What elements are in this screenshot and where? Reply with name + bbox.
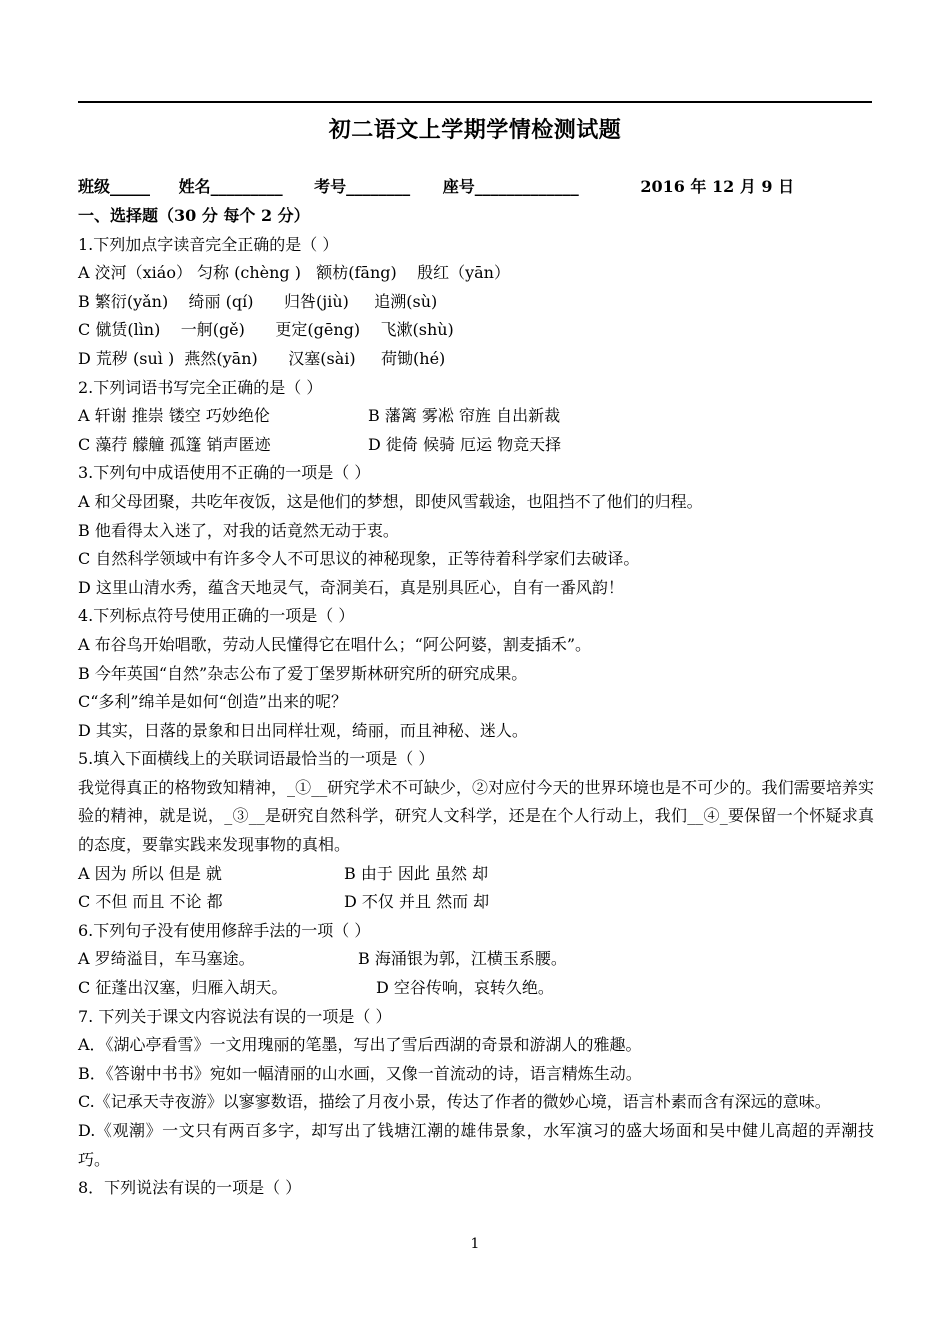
question-4-option-a: A 布谷鸟开始唱歌，劳动人民懂得它在唱什么；“阿公阿婆，割麦插禾”。 [78,634,592,654]
question-5-options-ab [78,860,874,889]
question-5-passage: 我觉得真正的格物致知精神，_①__研究学术不可缺少，②对应付今天的世界环境也是不可少的。我们需要培养实验的精神，就是说，_③__是研究自然科学，研究人文科学，还是在个人行动上，我们__④_要保留一个怀疑求真的态度，要靠实践来发现事物的真相。 [78,777,874,855]
header-rule [78,101,872,103]
question-5-option-a: A 因为 所以 但是 就 [78,863,222,883]
student-info-row [78,174,878,197]
question-2-option-c: C 藻荇 艨艟 孤篷 销声匿迹 [78,434,271,454]
question-5-option-b: B 由于 因此 虽然 却 [344,863,489,883]
question-1-option-d: D 荒秽 (suì ) 燕然(yān) 汉塞(sài) 荷锄(hé) [78,348,446,368]
question-2-option-b: B 藩篱 雾凇 帘旌 自出新裁 [368,406,561,426]
page-title: 初二语文上学期学情检测试题 [328,117,622,143]
page-number: 1 [470,1236,480,1252]
question-2-stem: 2.下列词语书写完全正确的是（ ） [78,377,323,397]
question-7-option-a: A．《湖心亭看雪》一文用瑰丽的笔墨，写出了雪后西湖的奇景和游湖人的雅趣。 [78,1035,642,1055]
class-field: 班级_____ [78,177,151,196]
question-7-option-b: B．《答谢中书书》宛如一幅清丽的山水画，又像一首流动的诗，语言精炼生动。 [78,1063,642,1083]
question-3-option-b: B 他看得太入迷了，对我的话竟然无动于衷。 [78,520,399,540]
question-2-options-ab [78,402,874,431]
question-1-option-a: A 洨河（xiáo） 匀称 (chèng ) 额枋(fāng) 殷红（yān） [78,263,510,283]
question-1-stem: 1.下列加点字读音完全正确的是（ ） [78,234,339,254]
exam-number-field: 考号________ [314,177,411,196]
question-7-option-c: C.《记承天寺夜游》以寥寥数语，描绘了月夜小景，传达了作者的微妙心境，语言朴素而含有深远的意味。 [78,1092,831,1112]
question-5-option-c: C 不但 而且 不论 都 [78,892,223,912]
question-2-option-d: D 徙倚 候骑 厄运 物竞天择 [368,434,562,454]
question-3-option-a: A 和父母团聚，共吃年夜饭，这是他们的梦想，即使风雪载途，也阻挡不了他们的归程。 [78,491,703,511]
question-6-option-d: D 空谷传响，哀转久绝。 [376,978,554,998]
exam-date: 2016 年 12 月 9 日 [640,177,795,196]
question-6-stem: 6.下列句子没有使用修辞手法的一项（ ） [78,920,371,940]
question-5-options-cd [78,888,874,917]
name-field: 姓名_________ [178,177,283,196]
question-6-option-b: B 海涌银为郭，江横玉系腰。 [358,949,567,969]
question-2-options-cd [78,431,874,460]
question-3-stem: 3.下列句中成语使用不正确的一项是（ ） [78,463,371,483]
question-2-option-a: A 轩谢 推崇 镂空 巧妙绝伦 [78,406,270,426]
question-4-stem: 4.下列标点符号使用正确的一项是（ ） [78,606,355,626]
question-4-option-d: D 其实，日落的景象和日出同样壮观，绮丽，而且神秘、迷人。 [78,720,528,740]
question-5-option-d: D 不仅 并且 然而 却 [344,892,490,912]
question-7-stem: 7. 下列关于课文内容说法有误的一项是（ ） [78,1006,392,1026]
question-3-option-c: C 自然科学领域中有许多令人不可思议的神秘现象，正等待着科学家们去破译。 [78,549,640,569]
section-heading: 一、选择题（30 分 每个 2 分） [78,206,310,225]
question-3-option-d: D 这里山清水秀，蕴含天地灵气，奇洞美石，真是别具匠心，自有一番风韵！ [78,577,624,597]
question-5-stem: 5.填入下面横线上的关联词语最恰当的一项是（ ） [78,749,435,769]
question-8-stem: 8．下列说法有误的一项是（ ） [78,1178,302,1198]
question-6-options-cd [78,974,874,1003]
question-4-option-b: B 今年英国“自然”杂志公布了爱丁堡罗斯林研究所的研究成果。 [78,663,528,683]
question-7-option-d: D.《观潮》一文只有两百多字，却写出了钱塘江潮的雄伟景象，水军演习的盛大场面和吴中健儿高超的弄潮技巧。 [78,1121,874,1169]
question-6-options-ab [78,945,874,974]
seat-field: 座号_____________ [442,177,579,196]
question-6-option-c: C 征蓬出汉塞，归雁入胡天。 [78,978,288,998]
question-content [78,202,874,1203]
question-1-option-b: B 繁衍(yǎn) 绮丽 (qí) 归咎(jiù) 追溯(sù) [78,291,438,311]
question-1-option-c: C 僦赁(lìn) 一舸(gě) 更定(gēng) 飞漱(shù) [78,320,454,340]
question-6-option-a: A 罗绮溢目，车马塞途。 [78,949,255,969]
question-4-option-c: C“多利”绵羊是如何“创造”出来的呢？ [78,692,347,712]
